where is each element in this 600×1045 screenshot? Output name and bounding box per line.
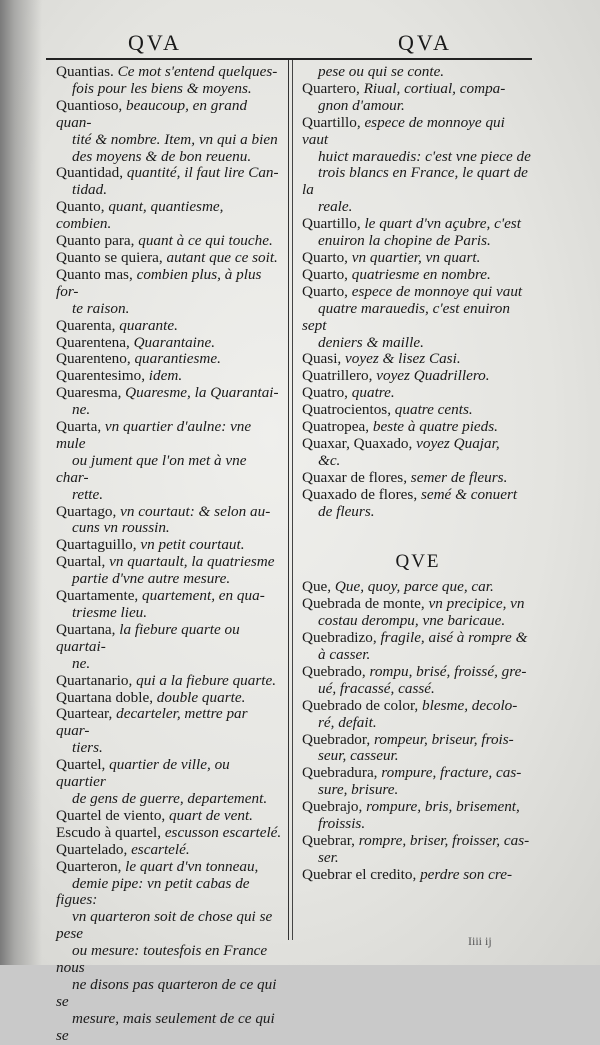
- dictionary-entry: [56, 706, 282, 757]
- entry-continuation: ou jument que l'on met à vne char-: [56, 451, 247, 486]
- entry-continuation: &c.: [318, 451, 341, 469]
- dictionary-entry: [56, 588, 282, 622]
- entry-headword: Quatrillero,: [302, 367, 377, 385]
- entry-continuation: des moyens & de bon reuenu.: [72, 147, 252, 165]
- dictionary-entry: [302, 732, 534, 766]
- entry-headword: Quebrar el credito,: [302, 865, 421, 883]
- right-column-qva-entries: [302, 64, 534, 520]
- entry-headword: Quartal,: [56, 553, 110, 571]
- entry-headword: Quantioso,: [56, 96, 127, 114]
- dictionary-entry: [56, 622, 282, 673]
- dictionary-entry: [302, 385, 534, 402]
- dictionary-entry: [56, 368, 282, 385]
- entry-continuation: seur, casseur.: [318, 747, 399, 765]
- entry-headword: Quebrada de monte,: [302, 595, 429, 613]
- dictionary-entry: [56, 250, 282, 267]
- entry-continuation: te raison.: [72, 299, 130, 317]
- dictionary-entry: [56, 504, 282, 538]
- binding-shadow: [0, 0, 42, 965]
- entry-headword: Quatrocientos,: [302, 401, 395, 419]
- entry-headword: Quanto,: [56, 198, 109, 216]
- entry-continuation: costau derompu, vne baricaue.: [318, 612, 506, 630]
- entry-definition: espece de monnoye qui vaut: [302, 113, 505, 148]
- entry-definition: Que, quoy, parce que, car.: [334, 578, 494, 596]
- dictionary-entry: [302, 115, 534, 216]
- entry-headword: Quaxar de flores,: [302, 468, 411, 486]
- entry-headword: Quarto,: [302, 282, 352, 300]
- dictionary-entry: [56, 385, 282, 419]
- entry-definition: quatre cents.: [394, 401, 473, 419]
- entry-continuation: à casser.: [318, 646, 371, 663]
- entry-continuation: de gens de guerre, departement.: [72, 789, 268, 807]
- entry-definition: quantité, il faut lire Can-: [126, 164, 279, 182]
- entry-headword: Quatropea,: [302, 418, 373, 436]
- entry-definition: voyez & lisez Casi.: [345, 350, 461, 368]
- entry-definition: quarante.: [119, 316, 178, 334]
- entry-headword: Quarta,: [56, 418, 105, 436]
- entry-headword: Quarenta,: [56, 316, 120, 334]
- entry-continuation: gnon d'amour.: [318, 96, 405, 114]
- entry-definition: Ce mot s'entend quelques-: [117, 63, 278, 80]
- dictionary-entry: [302, 596, 534, 630]
- entry-continuation: tiers.: [72, 739, 103, 757]
- entry-definition: semer de fleurs.: [410, 468, 508, 486]
- dictionary-entry: [56, 335, 282, 352]
- entry-headword: Quartero,: [302, 79, 364, 97]
- dictionary-entry: [302, 267, 534, 284]
- entry-definition: le quart d'vn açubre, c'est: [364, 215, 521, 233]
- entry-headword: Quasi,: [302, 350, 346, 368]
- entry-continuation: froissis.: [318, 815, 366, 833]
- dictionary-entry: [56, 233, 282, 250]
- entry-definition: fragile, aisé à rompre &: [380, 629, 528, 647]
- entry-definition: quarantiesme.: [134, 350, 221, 368]
- dictionary-entry: [302, 579, 534, 596]
- entry-continuation: ué, fracassé, cassé.: [318, 679, 435, 697]
- dictionary-entry: [56, 199, 282, 233]
- right-column: [302, 64, 534, 884]
- signature-mark: Iiii ij: [468, 934, 492, 948]
- dictionary-entry: [302, 833, 534, 867]
- entry-definition: pese ou qui se conte.: [318, 63, 445, 80]
- entry-headword: Quarentena,: [56, 333, 134, 351]
- dictionary-entry: [302, 368, 534, 385]
- dictionary-entry: [56, 537, 282, 554]
- entry-headword: Quarenteno,: [56, 350, 135, 368]
- dictionary-entry: [56, 318, 282, 335]
- entry-headword: Quebrajo,: [302, 798, 367, 816]
- entry-definition: rompure, fracture, cas-: [381, 764, 522, 782]
- entry-definition: vn quartault, la quatriesme: [109, 553, 275, 571]
- dictionary-entry: [302, 402, 534, 419]
- entry-definition: vn petit courtaut.: [140, 536, 245, 554]
- entry-definition: Quaresme, la Quarantai-: [125, 384, 279, 402]
- entry-definition: quartier de ville, ou quartier: [56, 756, 230, 791]
- entry-definition: blesme, decolo-: [422, 696, 518, 714]
- entry-headword: Quebradura,: [302, 764, 382, 782]
- entry-headword: Quartamente,: [56, 587, 143, 605]
- entry-definition: perdre son cre-: [420, 865, 513, 883]
- entry-headword: Quaxar, Quaxado,: [302, 434, 417, 452]
- dictionary-entry: [302, 765, 534, 799]
- dictionary-entry: [56, 98, 282, 166]
- dictionary-entry: [56, 419, 282, 504]
- entry-headword: Quaxado de flores,: [302, 485, 421, 503]
- entry-continuation: rette.: [72, 485, 104, 503]
- entry-headword: Quebrado de color,: [302, 696, 423, 714]
- entry-definition: espece de monnoye qui vaut: [351, 282, 523, 300]
- entry-headword: Quarentesimo,: [56, 367, 149, 385]
- entry-definition: vn quartier d'aulne: vne mule: [56, 418, 252, 452]
- section-heading: QVE: [395, 551, 441, 573]
- dictionary-entry: [302, 487, 534, 521]
- entry-definition: rompeur, briseur, frois-: [373, 730, 514, 748]
- entry-definition: escusson escartelé.: [164, 823, 282, 841]
- dictionary-entry: [302, 81, 534, 115]
- running-head-right: QVA: [398, 30, 452, 55]
- entry-definition: Riual, cortiual, compa-: [363, 79, 506, 97]
- entry-definition: rompure, bris, brisement,: [366, 798, 520, 816]
- entry-continuation: ou mesure: toutesfois en France nous: [56, 942, 268, 977]
- entry-definition: quatriesme en nombre.: [351, 265, 491, 283]
- dictionary-entry: [56, 673, 282, 690]
- dictionary-entry: [56, 825, 282, 842]
- entry-definition: vn precipice, vn: [428, 595, 525, 613]
- dictionary-entry: [302, 419, 534, 436]
- entry-definition: rompu, brisé, froissé, gre-: [369, 662, 527, 680]
- entry-continuation: fois pour les biens & moyens.: [72, 79, 252, 97]
- entry-headword: Quantias.: [56, 63, 118, 80]
- dictionary-entry: [56, 842, 282, 859]
- entry-continuation: deniers & maille.: [318, 333, 424, 351]
- entry-continuation: mesure, mais seulement de ce qui se: [56, 1009, 275, 1044]
- entry-headword: Quebrar,: [302, 831, 359, 849]
- entry-headword: Quartana,: [56, 620, 120, 638]
- entry-definition: quartement, en qua-: [142, 587, 265, 605]
- entry-headword: Quartillo,: [302, 113, 365, 131]
- entry-definition: idem.: [148, 367, 183, 385]
- entry-continuation: vn quarteron soit de chose qui se pese: [56, 908, 273, 943]
- entry-definition: quant à ce qui touche.: [138, 232, 273, 250]
- entry-headword: Quartear,: [56, 705, 117, 723]
- entry-headword: Quartanario,: [56, 671, 137, 689]
- entry-continuation: enuiron la chopine de Paris.: [318, 232, 491, 250]
- entry-continuation: partie d'vne autre mesure.: [72, 570, 231, 588]
- entry-continuation: trois blancs en France, le quart de la: [302, 164, 528, 199]
- entry-definition: la fiebure quarte ou quartai-: [56, 620, 240, 655]
- dictionary-entry: [302, 698, 534, 732]
- entry-continuation: triesme lieu.: [72, 604, 148, 621]
- dictionary-entry: [302, 64, 534, 81]
- entry-definition: beste à quatre pieds.: [372, 418, 498, 436]
- column-rule: [288, 60, 289, 940]
- entry-headword: Quartillo,: [302, 215, 365, 233]
- entry-definition: autant que ce soit.: [166, 248, 278, 266]
- entry-headword: Quatro,: [302, 384, 352, 402]
- entry-headword: Que,: [302, 578, 335, 596]
- entry-definition: qui a la fiebure quarte.: [136, 671, 277, 689]
- entry-definition: decarteler, mettre par quar-: [56, 705, 248, 740]
- entry-continuation: demie pipe: vn petit cabas de figues:: [56, 874, 250, 909]
- entry-headword: Quebradizo,: [302, 629, 381, 647]
- dictionary-entry: [302, 284, 534, 352]
- entry-headword: Escudo à quartel,: [56, 823, 165, 841]
- entry-definition: le quart d'vn tonneau,: [125, 857, 259, 875]
- entry-continuation: ne.: [72, 401, 91, 419]
- entry-definition: rompre, briser, froisser, cas-: [358, 831, 530, 849]
- entry-headword: Quanto para,: [56, 232, 139, 250]
- dictionary-entry: [56, 859, 282, 1045]
- entry-definition: escartelé.: [131, 840, 190, 858]
- entry-continuation: ser.: [318, 848, 339, 866]
- entry-headword: Quanto se quiera,: [56, 248, 167, 266]
- dictionary-entry: [302, 867, 534, 884]
- entry-definition: voyez Quadrillero.: [376, 367, 490, 385]
- entry-continuation: ne.: [72, 654, 91, 672]
- dictionary-entry: [56, 690, 282, 707]
- entry-definition: double quarte.: [156, 688, 246, 706]
- dictionary-entry: [56, 757, 282, 808]
- entry-continuation: de fleurs.: [318, 502, 375, 520]
- entry-definition: Quarantaine.: [133, 333, 216, 351]
- entry-continuation: ne disons pas quarteron de ce qui se: [56, 975, 277, 1010]
- entry-definition: vn quartier, vn quart.: [351, 248, 481, 266]
- entry-headword: Quarteron,: [56, 857, 126, 875]
- entry-continuation: cuns vn roussin.: [72, 519, 170, 537]
- entry-definition: quart de vent.: [169, 806, 253, 824]
- entry-headword: Quartana doble,: [56, 688, 157, 706]
- entry-definition: quant, quantiesme, combien.: [56, 198, 224, 233]
- entry-headword: Quaresma,: [56, 384, 126, 402]
- dictionary-entry: [56, 64, 282, 98]
- entry-headword: Quartago,: [56, 502, 121, 520]
- entry-headword: Quantidad,: [56, 164, 127, 182]
- entry-headword: Quartaguillo,: [56, 536, 141, 554]
- dictionary-entry: [56, 808, 282, 825]
- dictionary-entry: [302, 351, 534, 368]
- dictionary-entry: [56, 165, 282, 199]
- entry-headword: Quebrador,: [302, 730, 374, 748]
- entry-continuation: tité & nombre. Item, vn qui a bien: [72, 130, 278, 148]
- left-column: [56, 64, 282, 1045]
- entry-continuation: quatre marauedis, c'est enuiron sept: [302, 299, 510, 334]
- dictionary-entry: [56, 554, 282, 588]
- entry-headword: Quarto,: [302, 265, 352, 283]
- running-head-left: QVA: [128, 30, 182, 55]
- entry-continuation: tidad.: [72, 181, 108, 199]
- entry-headword: Quarto,: [302, 248, 352, 266]
- dictionary-entry: [56, 267, 282, 318]
- entry-headword: Quartelado,: [56, 840, 132, 858]
- entry-continuation: reale.: [318, 198, 353, 216]
- dictionary-entry: [302, 250, 534, 267]
- entry-headword: Quanto mas,: [56, 265, 137, 283]
- entry-definition: quatre.: [351, 384, 395, 402]
- column-rule-inner: [292, 60, 293, 940]
- entry-continuation: sure, brisure.: [318, 781, 399, 799]
- dictionary-entry: [302, 216, 534, 250]
- dictionary-entry: [302, 436, 534, 470]
- header-rule: [46, 58, 532, 60]
- dictionary-entry: [302, 630, 534, 664]
- entry-headword: Quartel de viento,: [56, 806, 170, 824]
- entry-definition: beaucoup, en grand quan-: [56, 96, 248, 131]
- dictionary-entry: [302, 664, 534, 698]
- entry-continuation: ré, defait.: [318, 713, 377, 731]
- dictionary-entry: [56, 351, 282, 368]
- dictionary-entry: [302, 470, 534, 487]
- dictionary-entry: [302, 799, 534, 833]
- entry-definition: voyez Quajar,: [416, 434, 500, 452]
- entry-definition: semé & conuert: [420, 485, 518, 503]
- entry-headword: Quebrado,: [302, 662, 370, 680]
- entry-definition: vn courtaut: & selon au-: [120, 502, 271, 520]
- right-column-qve-entries: [302, 579, 534, 883]
- entry-continuation: huict marauedis: c'est vne piece de: [318, 147, 531, 165]
- entry-definition: combien plus, à plus for-: [56, 265, 262, 300]
- entry-headword: Quartel,: [56, 756, 110, 774]
